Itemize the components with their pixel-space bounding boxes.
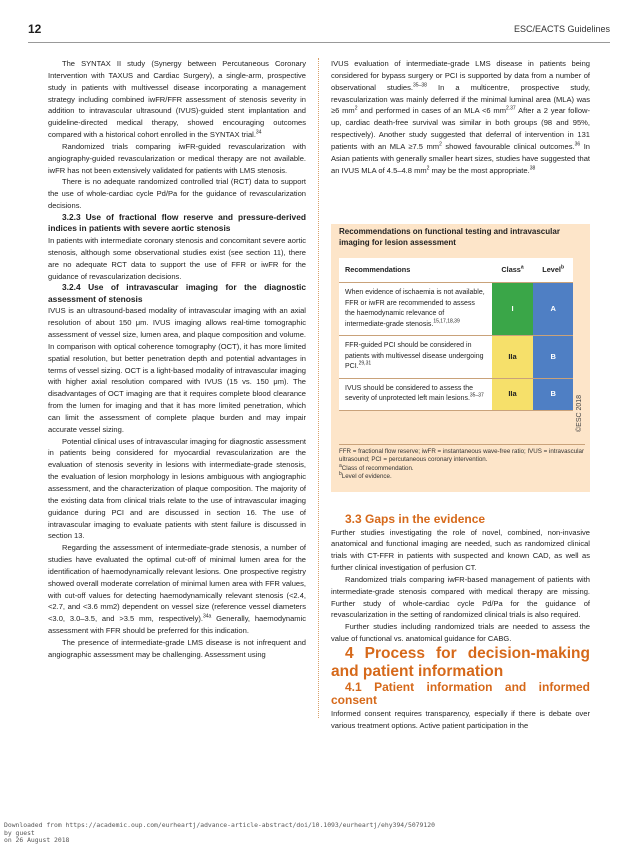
paragraph: In patients with intermediate coronary stenosis and concomitant severe aortic stenosis, although some observational studies exist (see section 11), there are no adequate RCT data to support the use of FFR or iwFR for the guidance of revascularization decisions. xyxy=(48,235,306,281)
paragraph: The presence of intermediate-grade LMS disease is not infrequent and angiographic assessment may be challenging. Assessment using xyxy=(48,637,306,659)
right-column-bottom xyxy=(331,513,590,732)
paragraph: Further studies including randomized trials are needed to assess the value of functional vs. anatomical guidance for CABG. xyxy=(331,622,590,644)
section-heading-3-3: 3.3 Gaps in the evidence xyxy=(345,512,486,526)
footer-line: Downloaded from https://academic.oup.com/eurheartj/advance-article-abstract/doi/10.1093/eurheartj/ehy394/5079120 xyxy=(4,821,435,829)
header-level: Level$^b$ xyxy=(533,258,573,283)
level-badge: B xyxy=(533,378,573,410)
header-class: Class$^a$ xyxy=(492,258,534,283)
recommendations-footnotes xyxy=(339,444,585,482)
right-column-top xyxy=(331,58,590,176)
table-row xyxy=(339,283,573,336)
section-heading-4: 4 Process for decision-making and patient information xyxy=(331,644,590,680)
class-badge: IIa xyxy=(492,378,534,410)
page-number: 12 xyxy=(28,22,42,36)
paragraph: Informed consent requires transparency, especially if there is debate over various treatment options. Active patient participation in the xyxy=(331,708,590,730)
recommendations-title: Recommendations on functional testing and intravascular imaging for lesion assessment xyxy=(339,227,560,247)
column-separator xyxy=(318,58,319,718)
table-row xyxy=(339,336,573,379)
section-heading-3-2-3: 3.2.3 Use of fractional flow reserve and pressure-derived indices in patients with severe aortic stenosis xyxy=(48,211,306,234)
footnote-b: $^b$Level of evidence. xyxy=(339,471,392,481)
class-badge: I xyxy=(492,283,534,336)
level-badge: B xyxy=(533,336,573,379)
class-badge: IIa xyxy=(492,336,534,379)
header-rule xyxy=(28,42,610,43)
paragraph: There is no adequate randomized controlled trial (RCT) data to support the use of whole-cardiac cycle Pd/Pa for the guidance of revascularization decisions. xyxy=(48,177,306,211)
paragraph: Further studies investigating the role of novel, combined, non-invasive anatomical and functional imaging are needed, such as randomized clinical trials with CT-FFR in patients with suspected and known CAD, as well as further clinical investigation of perfusion CT. xyxy=(331,527,590,573)
paragraph: IVUS evaluation of intermediate-grade LMS disease in patients being considered for bypass surgery or PCI is supported by data from a number of observational studies.$^{35-38}$ In a multicentre, prospective study, revascularization was mainly deferred if the minimal luminal area (MLA) was ≥6 $mm^2$ and performed in cases of an MLA <6 $mm^{2.37}$ After a 2 year follow-up, cardiac death-free survival was similar in both groups (98 and 95%, respectively). Another study suggested that deferral of intervention in 131 patients with an MLA ≥7.5 $mm^2$ showed favourable clinical outcomes.$^{36}$ In Asian patients with generally smaller heart sizes, studies have suggested that an IVUS MLA of 4.5–4.8 $mm^2$ may be the most appropriate.$^{38}$ xyxy=(331,59,591,175)
footnote-abbreviations: FFR = fractional flow reserve; iwFR = instantaneous wave-free ratio; IVUS = intravascular ultrasound; PCI = percutaneous coronary intervention. xyxy=(339,444,585,465)
footer-line: by guest xyxy=(4,828,35,837)
table-row xyxy=(339,378,573,410)
recommendation-text: When evidence of ischaemia is not available, FFR or iwFR are recommended to assess the haemodynamic relevance of intermediate-grade stenosis.$^{15,17,18,39}$ xyxy=(339,283,492,336)
footnote-a: $^a$Class of recommendation. xyxy=(339,462,414,472)
paragraph: Potential clinical uses of intravascular imaging for diagnostic assessment in patients being considered for myocardial revascularization are the evaluation of stenosis severity in lesions with intermediate-grade stenosis, the evaluation of lesion morphology in lesions ambiguous with angiographic assessment, and the characterization of plaque composition. The majority of the existing data from clinical trials relate to the use of intravascular imaging guidance during PCI and are discussed in section 16. The use of intravascular imaging to evaluate patients with stent failure is discussed in section 13. xyxy=(48,436,306,541)
download-footer xyxy=(4,822,435,845)
running-header: ESC/EACTS Guidelines xyxy=(513,24,610,34)
section-heading-4-1: 4.1 Patient information and informed consent xyxy=(331,679,590,708)
paragraph: Regarding the assessment of intermediate-grade stenosis, a number of studies have evaluated the optimal cut-off of minimal lumen area for the identification of haemodynamically relevant lesions. One prospective registry showed overall moderate correlation of minimal lumen area with FFR values, with cut-off values for detecting haemodynamically relevant stenosis (<2.4, <2.7, and <3.6 mm2) dependent on vessel size (reference vessel diameters <3.0, 3.0–3.5, and >3.5 mm, respectively).$^{34a}$ Generally, haemodynamic assessment with FFR should be preferred for this indication. xyxy=(48,543,306,636)
paragraph: Randomized trials comparing iwFR-based management of patients with intermediate-grade stenosis compared with medical therapy are missing. Further study of whole-cardiac cycle Pd/Pa for the guidance of revascularization in the setting of randomized clinical trials is also required. xyxy=(331,574,590,620)
left-column xyxy=(48,58,306,661)
paragraph: Randomized trials comparing iwFR-guided revascularization with angiography-guided revascularization or medical therapy are not available. iwFR has not been extensively validated for patients with LMS stenosis. xyxy=(48,141,306,175)
paragraph: IVUS is an ultrasound-based modality of intravascular imaging with an axial resolution of about 150 μm. IVUS imaging allows real-time tomographic assessment of vessel size, lumen area, and plaque composition and volume. In comparison with optical coherence tomography (OCT), it has more limited spatial resolution, but better penetration depth and potential advantages in terms of vessel sizing. OCT is a light-based modality of intravascular imaging with higher axial resolution compared with IVUS (15 vs. 150 μm). The disadvantages of OCT imaging are that it requires complete blood clearance from the lumen for imaging and that it has more limited penetration, which can limit the assessment of complete plaque burden and may impair accurate vessel sizing. xyxy=(48,306,306,434)
recommendation-text: IVUS should be considered to assess the severity of unprotected left main lesions.$^{35-37}$ xyxy=(339,378,492,410)
footer-line: on 26 August 2018 xyxy=(4,836,70,845)
paragraph: The SYNTAX II study (Synergy between Percutaneous Coronary Intervention with TAXUS and Cardiac Surgery), a single-arm, prospective study in patients with multivessel disease incorporating a management strategy including combined iwFR/FFR assessment of stenosis severity in addition to intravascular ultrasound (IVUS)-guided stent implantation and guideline-directed medical therapy, showed encouraging outcomes compared with a historical cohort enrolled in the SYNTAX trial.$^{34}$ xyxy=(48,59,306,140)
level-badge: A xyxy=(533,283,573,336)
recommendations-table xyxy=(339,258,573,411)
header-recommendations: Recommendations xyxy=(339,258,492,283)
copyright-stamp: ©ESC 2018 xyxy=(576,394,583,432)
section-heading-3-2-4: 3.2.4 Use of intravascular imaging for the diagnostic assessment of stenosis xyxy=(48,282,306,304)
table-header-row xyxy=(339,258,573,283)
recommendation-text: FFR-guided PCI should be considered in patients with multivessel disease undergoing PCI.$^{29,31}$ xyxy=(339,336,492,379)
